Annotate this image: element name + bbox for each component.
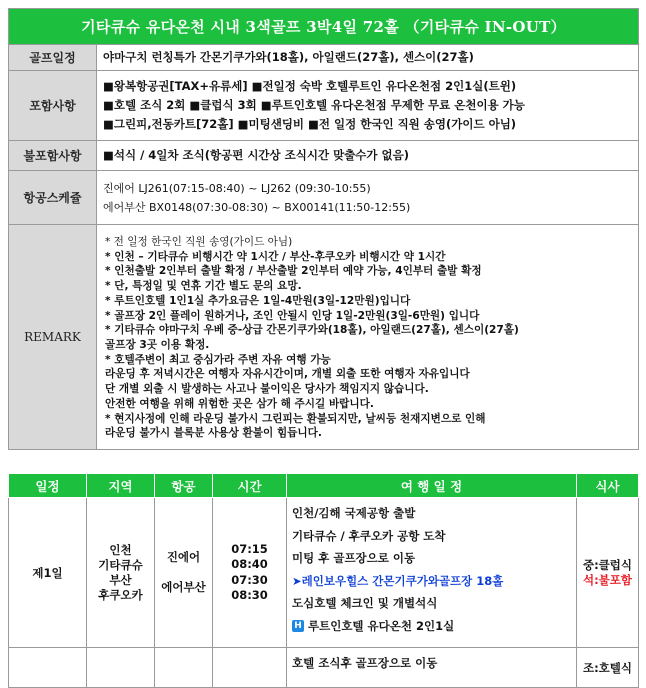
itinerary-table — [8, 473, 639, 688]
excludes-label: 불포함사항 — [9, 141, 97, 171]
flights-label: 항공스케쥴 — [9, 171, 97, 225]
day1-row — [9, 498, 639, 648]
package-info-table — [8, 8, 639, 450]
header-meal: 식사 — [577, 474, 639, 498]
remark-line: 라운딩 불가시 블록분 사용상 환불이 힘듭니다. — [105, 427, 322, 440]
itinerary-line: 호텔 조식후 골프장으로 이동 — [292, 656, 438, 670]
meal-breakfast: 조:호텔식 — [582, 661, 633, 675]
day1-regions — [87, 498, 155, 648]
day2-airlines — [155, 648, 213, 688]
golf-course-line — [292, 570, 572, 593]
day1-airlines — [155, 498, 213, 648]
remark-line: * 인천 – 기타큐슈 비행시간 약 1시간 / 부산-후쿠오카 비행시간 약 1시간 — [105, 250, 446, 263]
hotel-icon: H — [292, 620, 304, 632]
meal-dinner: 석:불포함 — [582, 572, 633, 587]
day2-meals — [577, 648, 639, 688]
remark-line: * 호텔주변이 최고 중심가라 주변 자유 여행 가능 — [105, 353, 331, 366]
airline-name: 진에어 — [166, 550, 201, 564]
time-value: 07:30 — [231, 572, 268, 587]
includes-value — [97, 71, 639, 141]
header-day: 일정 — [9, 474, 87, 498]
region-name: 부산 — [109, 572, 132, 587]
time-value: 07:15 — [231, 541, 268, 556]
day1-meals — [577, 498, 639, 648]
remark-line: 단 개별 외출 시 발생하는 사고나 불이익은 당사가 책임지지 않습니다. — [105, 383, 429, 396]
airline-spacer — [155, 565, 212, 580]
golf-schedule-label: 골프일정 — [9, 45, 97, 71]
remark-list — [97, 225, 639, 450]
remark-line: * 전 일정 한국인 직원 송영(가이드 아님) — [105, 236, 293, 249]
header-region: 지역 — [87, 474, 155, 498]
time-value: 08:30 — [231, 588, 268, 602]
day2-row — [9, 648, 639, 688]
excludes-text: ■석식 / 4일차 조식(항공편 시간상 조식시간 맞출수가 없음) — [103, 148, 410, 162]
hotel-line — [292, 615, 572, 638]
remark-line: * 인천출발 2인부터 출발 확정 / 부산출발 2인부터 예약 가능, 4인부터 출발 확정 — [105, 265, 482, 278]
region-name: 후쿠오카 — [98, 587, 143, 602]
includes-line: ■호텔 조식 2회 ■클럽식 3회 ■루트인호텔 유다온천점 무제한 무료 온천이용 가능 — [103, 98, 525, 112]
remark-line: * 루트인호텔 1인1실 추가요금은 1일-4만원(3일-12만원)입니다 — [105, 294, 411, 307]
includes-line: ■왕복항공권[TAX+유류세] ■전일정 숙박 호텔루트인 유다온천점 2인1실(트윈) — [103, 79, 517, 93]
flights-value — [97, 171, 639, 225]
header-time: 시간 — [213, 474, 287, 498]
time-value: 08:40 — [231, 557, 268, 571]
remark-line: 안전한 여행을 위해 위험한 곳은 삼가 해 주시길 바랍니다. — [105, 397, 374, 410]
region-name: 인천 — [109, 542, 132, 557]
includes-line: ■그린피,전동카트[72홀] ■미팅샌딩비 ■전 일정 한국인 직원 송영(가이드 아님) — [103, 117, 517, 131]
remark-line: * 단, 특정일 및 연휴 기간 별도 문의 요망. — [105, 280, 302, 293]
golf-course-name: 레인보우힐스 간몬기쿠가와골프장 18홀 — [301, 573, 504, 588]
day2-label — [9, 648, 87, 688]
day2-regions — [87, 648, 155, 688]
header-airline: 항공 — [155, 474, 213, 498]
day2-itinerary — [287, 648, 577, 688]
package-title: 기타큐슈 유다온천 시내 3색골프 3박4일 72홀 （기타큐슈 IN-OUT） — [9, 9, 639, 45]
itinerary-line: 인천/김해 국제공항 출발 — [292, 506, 416, 520]
day1-times — [213, 498, 287, 648]
remark-line: * 기타큐슈 야마구치 우베 중-상급 간몬기쿠가와(18홀), 아일랜드(27홀), 센스이(27홀) — [105, 324, 519, 337]
day2-times — [213, 648, 287, 688]
remark-label: REMARK — [9, 225, 97, 450]
day1-label: 제1일 — [9, 498, 87, 648]
remark-line: * 현지사정에 인해 라운딩 불가시 그린피는 환불되지만, 날씨등 천재지변으로 인해 — [105, 412, 486, 425]
arrow-right-icon: ➤ — [292, 573, 302, 588]
golf-schedule-text: 야마구치 런칭특가 간몬기쿠가와(18홀), 아일랜드(27홀), 센스이(27홀) — [103, 50, 474, 64]
remark-line: 라운딩 후 저녁시간은 여행자 자유시간이며, 개별 외출 또한 여행자 자유입니다 — [105, 368, 470, 381]
flight-line: 진에어 LJ261(07:15-08:40) ~ LJ262 (09:30-10:55) — [103, 181, 371, 195]
flight-line: 에어부산 BX0148(07:30-08:30) ~ BX00141(11:50-12:55) — [103, 200, 411, 214]
remark-line: * 골프장 2인 플레이 원하거나, 조인 안될시 인당 1일-2만원(3일-6만원) 입니다 — [105, 309, 480, 322]
hotel-name: 루트인호텔 유다온천 2인1실 — [308, 618, 455, 633]
itinerary-line: 기타큐슈 / 후쿠오카 공항 도착 — [292, 528, 446, 543]
itinerary-line: 미팅 후 골프장으로 이동 — [292, 551, 416, 566]
meal-lunch: 중:클럽식 — [582, 557, 633, 572]
header-itinerary: 여 행 일 정 — [287, 474, 577, 498]
airline-name: 에어부산 — [161, 580, 206, 594]
golf-schedule-value — [97, 45, 639, 71]
itinerary-line: 도심호텔 체크인 및 개별석식 — [292, 596, 438, 611]
remark-line: 골프장 3곳 이용 확정. — [105, 339, 210, 351]
region-name: 기타큐슈 — [98, 557, 143, 572]
excludes-value — [97, 141, 639, 171]
day1-itinerary — [287, 498, 577, 648]
includes-label: 포함사항 — [9, 71, 97, 141]
